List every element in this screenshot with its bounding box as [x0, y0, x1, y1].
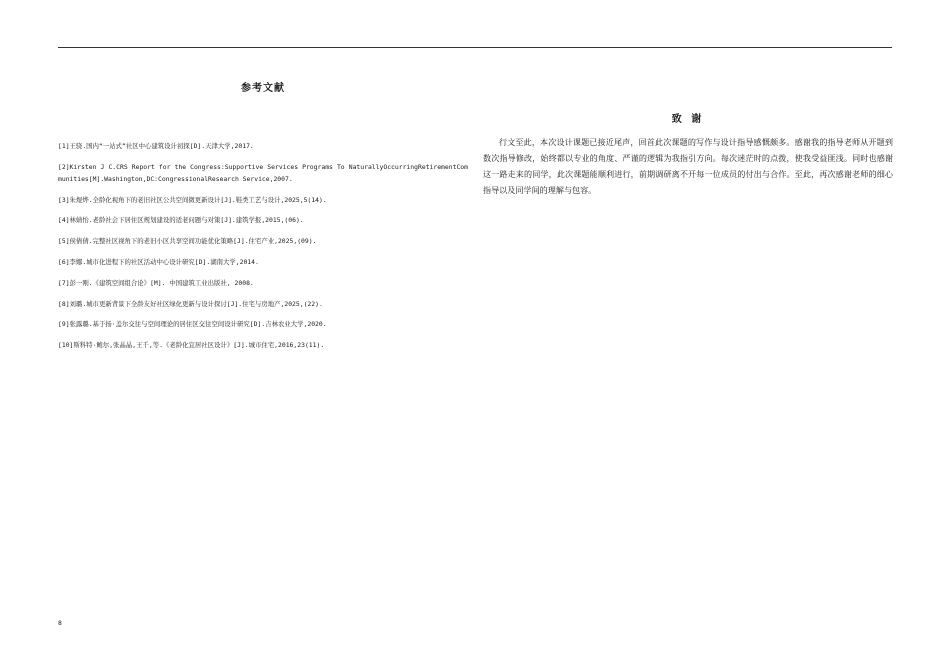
reference-item-8: [8]刘璐.城市更新背景下全龄友好社区绿化更新与设计探讨[J].住宅与房地产,2025,(22).: [58, 299, 323, 308]
reference-item-3: [3]朱煜烨.全龄化视角下的老旧社区公共空间微更新设计[J].鞋类工艺与设计,2025,5(14).: [58, 195, 327, 204]
reference-item-4: [4]林婧怡.老龄社会下居住区规划建设的适老问题与对策[J].建筑学报,2015,(06).: [58, 216, 304, 225]
reference-item-6: [6]李娜.城市化进程下的社区活动中心设计研究[D].湖南大学,2014.: [58, 257, 259, 266]
reference-item-5: [5]侯倩倩.完整社区视角下的老旧小区共享空间功能优化策略[J].住宅产业,2025,(09).: [58, 237, 317, 246]
header-rule: [58, 47, 892, 48]
acknowledgement-body: 行文至此，本次设计课题已接近尾声，回首此次课题的写作与设计指导感慨颇多。感谢我的指导老师从开题到数次指导修改，始终都以专业的角度、严谨的逻辑为我指引方向。每次迷茫时的点拨，使我受益匪浅。同时也感谢这一路走来的同学，此次课题能顺利进行，前期调研离不开每一位成员的付出与合作。至此，再次感谢老师的细心指导以及同学间的理解与包容。: [483, 137, 893, 195]
acknowledgement-title: 致 谢: [671, 114, 705, 125]
references-title: 参考文献: [241, 83, 285, 94]
reference-item-10: [10]斯科特·鲍尔,张晶晶,王千,等.《老龄化宜居社区设计》[J].城市住宅,2016,23(11).: [58, 341, 325, 350]
references-list: [58, 140, 468, 360]
page-number: 8: [58, 620, 62, 627]
reference-item-9: [9]张露璐.基于扬·盖尔交往与空间理论的居住区交往空间设计研究[D].吉林农业大学,2020.: [58, 320, 327, 329]
reference-item-2: [2]Kirsten J C.CRS Report for the Congress:Supportive Services Programs To NaturallyOccurringRetirementCommunities[M].Washington,DC:CongressionalResearch Service,2007.: [58, 162, 468, 183]
reference-item-7: [7]彭一刚.《建筑空间组合论》[M]. 中国建筑工业出版社, 2008.: [58, 278, 254, 287]
reference-item-1: [1]王骁.国内“一站式”社区中心建筑设计初探[D].天津大学,2017.: [58, 142, 254, 150]
